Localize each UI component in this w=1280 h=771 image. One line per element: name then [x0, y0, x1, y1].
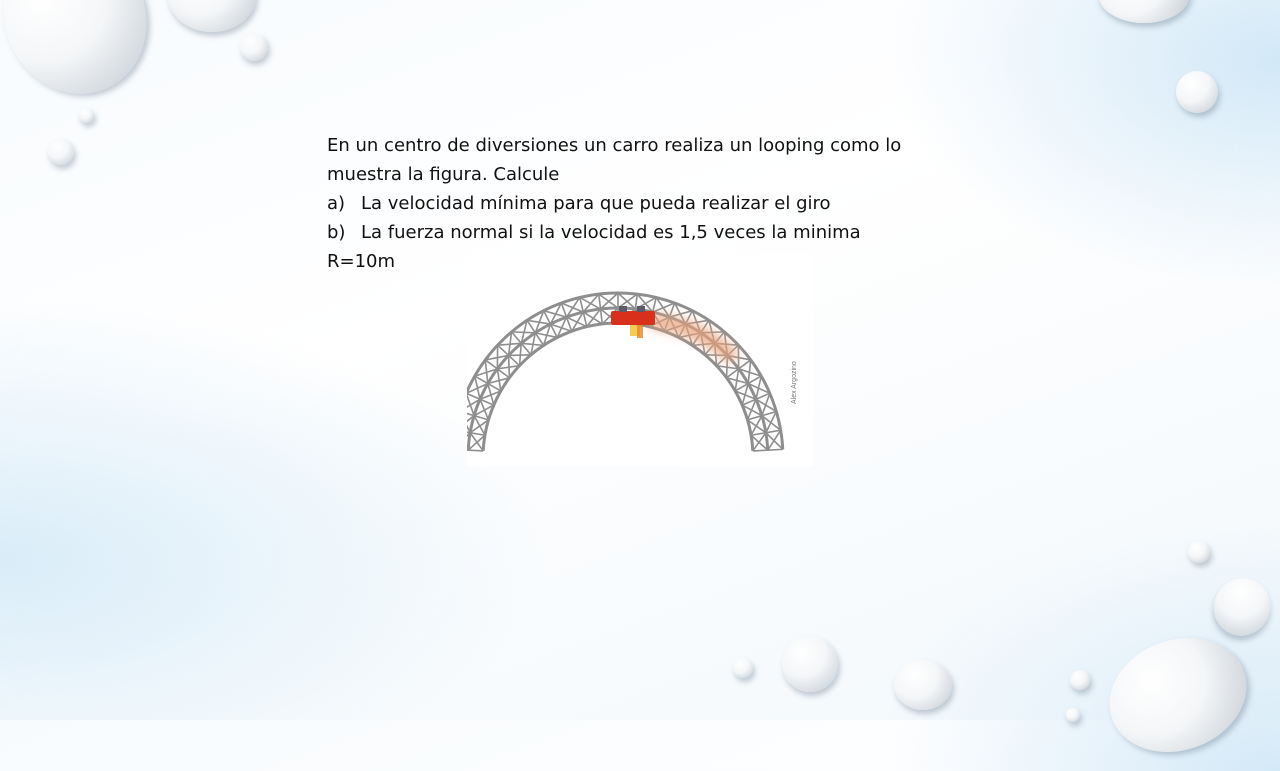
list-item — [327, 218, 947, 247]
radius-label: R=10m — [327, 247, 947, 276]
water-drop-decoration — [1098, 0, 1190, 23]
water-drop-decoration — [1203, 568, 1280, 646]
truss-brace — [470, 433, 483, 451]
water-drop-decoration — [733, 658, 753, 678]
loop-figure — [467, 254, 813, 466]
water-drop-decoration — [1176, 71, 1218, 113]
loop-illustration — [467, 254, 813, 466]
paragraph-line: En un centro de diversiones un carro realiza un looping como lo — [327, 131, 947, 160]
list-item-text: La velocidad mínima para que pueda realizar el giro — [361, 193, 831, 214]
paragraph-line: muestra la figura. Calcule — [327, 160, 947, 189]
water-drop-decoration — [168, 0, 256, 32]
truss-brace — [509, 355, 510, 377]
water-drop-decoration — [1070, 670, 1090, 690]
water-drop-decoration — [782, 636, 838, 692]
water-drop-decoration — [1188, 541, 1210, 563]
image-credit: Alex Argozino — [791, 361, 798, 404]
water-drop-decoration — [240, 33, 268, 61]
list-marker: a) — [327, 189, 361, 218]
water-drop-decoration — [0, 0, 171, 117]
water-drop-decoration — [894, 660, 952, 710]
list-item-text: La fuerza normal si la velocidad es 1,5 veces la minima — [361, 222, 861, 243]
list-marker: b) — [327, 218, 361, 247]
water-drop-decoration — [1093, 619, 1262, 770]
water-drop-decoration — [48, 139, 74, 165]
water-drop-decoration — [79, 108, 94, 123]
list-item — [327, 189, 947, 218]
truss-strut — [753, 449, 783, 451]
